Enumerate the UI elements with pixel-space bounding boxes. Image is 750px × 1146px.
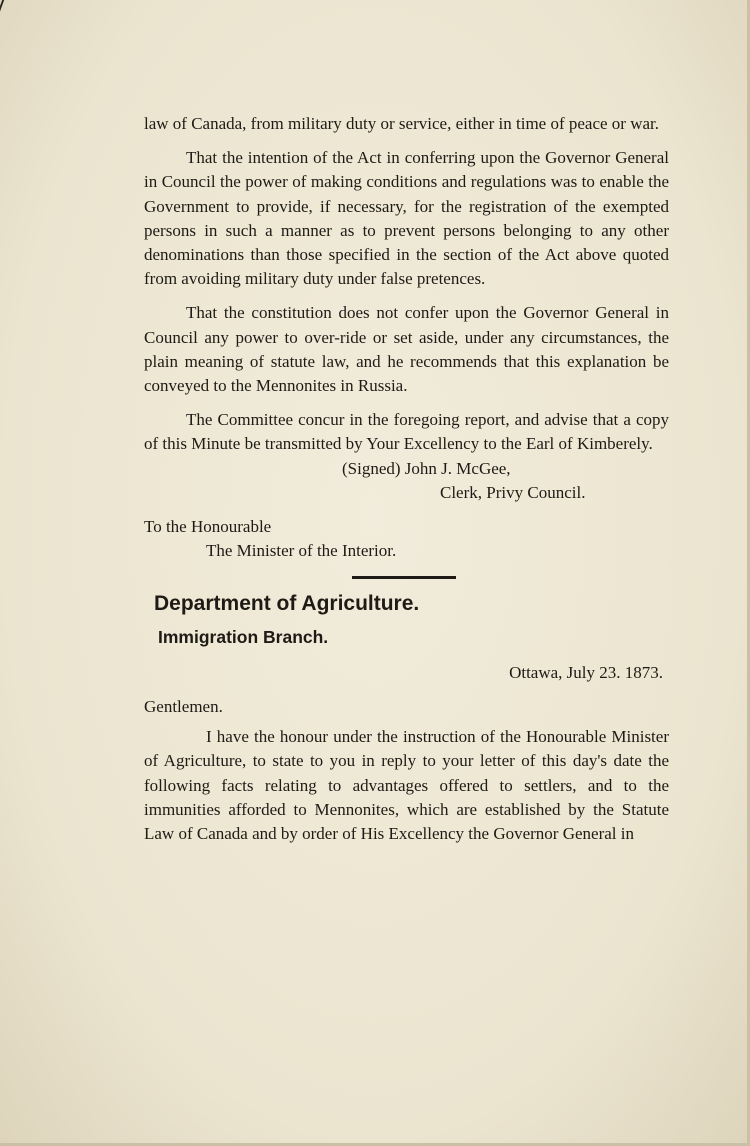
paragraph-1: law of Canada, from military duty or service, either in time of peace or war. — [144, 114, 660, 133]
paragraph-3: That the constitution does not confer upon the Governor General in Council any power to over-ride or set aside, under any circumstances, the plain meaning of statute law, and he recommends that this explanation be conveyed to the Mennonites in Russia. — [144, 303, 669, 396]
addressee-line-1: To the Honourable — [144, 517, 272, 537]
paragraph-4: The Committee concur in the foregoing report, and advise that a copy of this Minute be transmitted by Your Excellency to the Earl of Kimberely. — [144, 410, 669, 454]
page-corner-mark — [0, 0, 18, 12]
section-divider — [352, 576, 456, 579]
signature-line: (Signed) John J. McGee, — [342, 458, 511, 478]
paragraph-2: That the intention of the Act in conferring upon the Governor General in Council the power of making conditions and regulations was to enable the Government to provide, if necessary, for the registration of the exempted persons in such a manner as to prevent persons belonging to any other denominations than those specified in the section of the Act above quoted from avoiding military duty under false pretences. — [144, 148, 669, 289]
addressee-line-2: The Minister of the Interior. — [206, 541, 397, 561]
department-heading: Department of Agriculture. — [154, 592, 420, 616]
document-body — [144, 112, 669, 846]
letter-body: I have the honour under the instruction of the Honourable Minister of Agriculture, to state to you in reply to your letter of this day's date the following facts relating to advantages offered to settlers, and to the immunities afforded to Mennonites, which are established by the Statute Law of Canada and by order of His Excellency the Governor General in — [144, 727, 669, 844]
signature-title: Clerk, Privy Council. — [440, 482, 586, 502]
branch-heading: Immigration Branch. — [158, 626, 329, 647]
salutation: Gentlemen. — [144, 697, 223, 717]
dateline: Ottawa, July 23. 1873. — [509, 662, 663, 682]
